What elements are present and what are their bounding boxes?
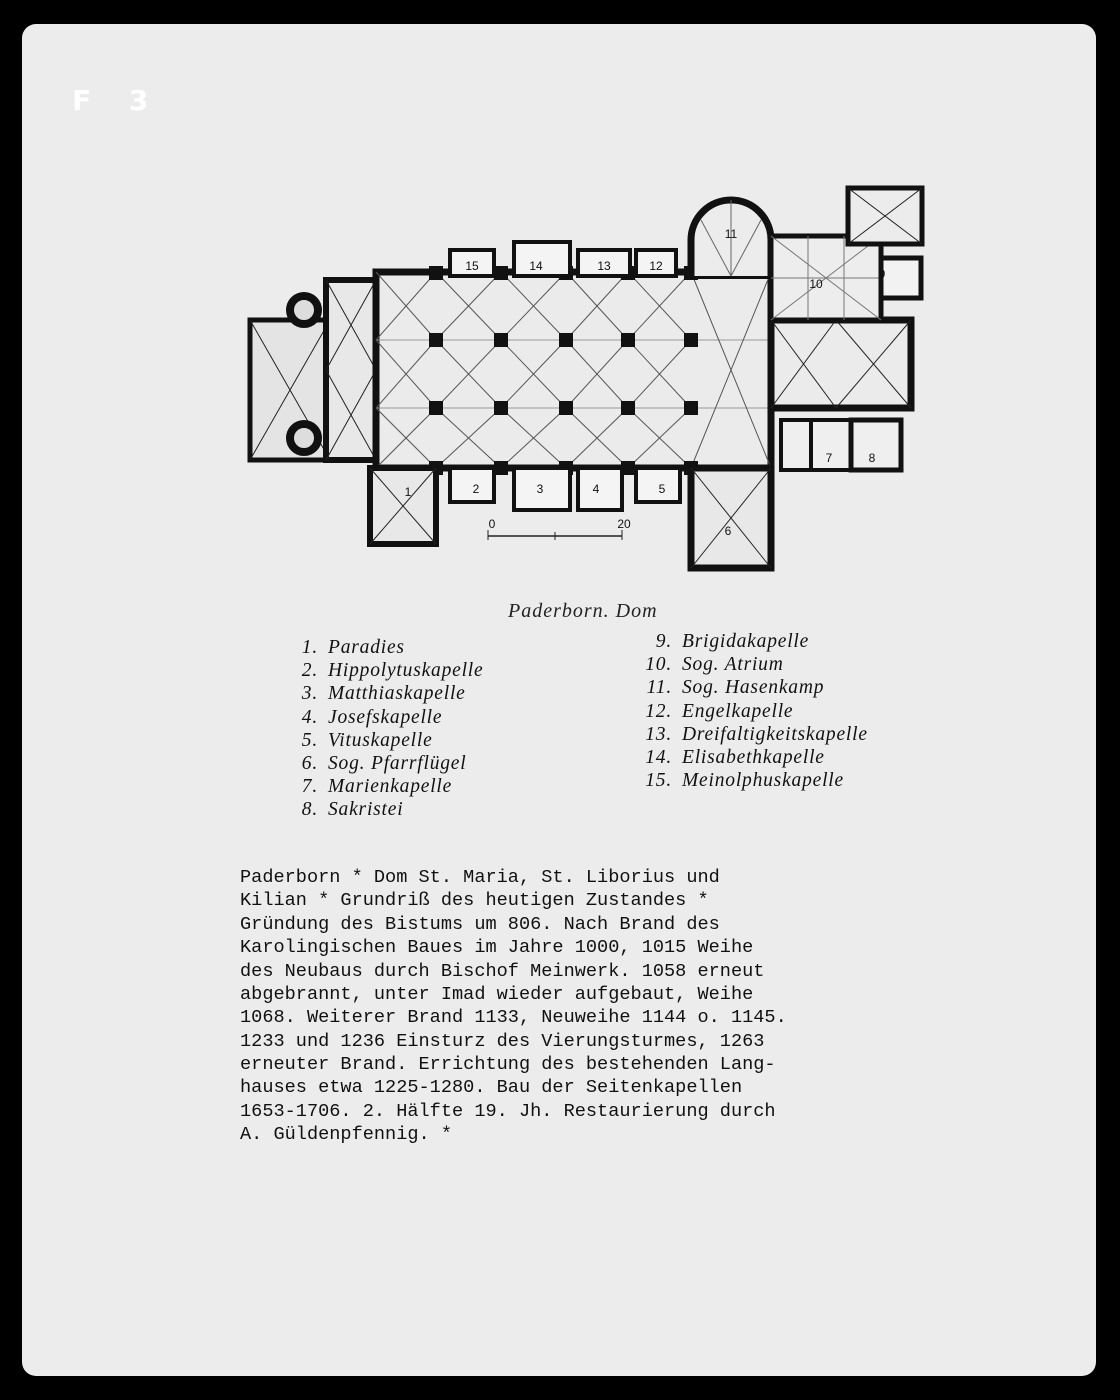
room-number-13: 13 bbox=[597, 259, 611, 273]
description-line: Paderborn * Dom St. Maria, St. Liborius und bbox=[240, 867, 720, 888]
legend-item bbox=[638, 653, 868, 676]
legend-item-number: 5. bbox=[301, 729, 318, 751]
scale-start-label: 0 bbox=[488, 517, 496, 531]
room-number-2: 2 bbox=[472, 482, 480, 496]
legend-item-label: Paradies bbox=[328, 637, 405, 658]
legend-item bbox=[638, 769, 868, 792]
legend-item-label: Brigidakapelle bbox=[682, 631, 810, 652]
legend-item-label: Sakristei bbox=[328, 799, 404, 821]
legend-item-label: Matthiaskapelle bbox=[328, 683, 466, 705]
description-line: des Neubaus durch Bischof Meinwerk. 1058 erneut bbox=[240, 960, 765, 982]
description-line: 1653-1706. 2. Hälfte 19. Jh. Restaurierung durch bbox=[240, 1100, 776, 1122]
legend-item-number: 15. bbox=[645, 770, 672, 792]
room-number-3: 3 bbox=[536, 482, 544, 496]
legend-item-label: Meinolphuskapelle bbox=[682, 770, 844, 792]
legend-item-number: 12. bbox=[645, 700, 672, 722]
legend-left bbox=[284, 636, 483, 822]
room-number-11: 11 bbox=[724, 227, 738, 241]
description-line: hauses etwa 1225-1280. Bau der Seitenkapellen bbox=[240, 1077, 743, 1099]
room-number-12: 12 bbox=[649, 259, 663, 273]
legend-item bbox=[284, 636, 483, 659]
legend-item-label: Sog. Pfarrflügel bbox=[328, 753, 467, 775]
legend-item-number: 1. bbox=[301, 637, 318, 658]
description-line: 1233 und 1236 Einsturz des Vierungsturmes, 1263 bbox=[240, 1030, 765, 1052]
description-line: erneuter Brand. Errichtung des bestehenden Lang- bbox=[240, 1054, 776, 1075]
legend-item bbox=[284, 752, 483, 775]
slide-label: F 3 bbox=[72, 84, 163, 117]
legend-item-number: 9. bbox=[655, 631, 672, 652]
legend-item-number: 2. bbox=[301, 660, 318, 682]
legend-item-label: Josefskapelle bbox=[328, 706, 443, 728]
legend-item-label: Dreifaltigkeitskapelle bbox=[682, 723, 868, 745]
legend-item-number: 11. bbox=[646, 677, 672, 699]
legend-item bbox=[284, 775, 483, 798]
legend-right bbox=[638, 630, 868, 792]
legend-item-number: 10. bbox=[645, 654, 672, 676]
legend-item-label: Engelkapelle bbox=[682, 700, 794, 722]
legend-item-label: Sog. Hasenkamp bbox=[682, 677, 825, 699]
legend-item-number: 13. bbox=[645, 723, 672, 745]
room-number-9: 9 bbox=[878, 267, 886, 281]
legend-item-number: 4. bbox=[301, 706, 318, 728]
description-block-2 bbox=[240, 1053, 920, 1147]
description-line: abgebrannt, unter Imad wieder aufgebaut, Weihe bbox=[240, 984, 754, 1006]
room-number-8: 8 bbox=[868, 451, 876, 465]
legend-item-number: 14. bbox=[645, 747, 672, 769]
description-block-1 bbox=[240, 866, 920, 1053]
legend-item-label: Elisabethkapelle bbox=[682, 747, 825, 769]
room-number-1: 1 bbox=[404, 485, 412, 499]
room-number-4: 4 bbox=[592, 482, 600, 496]
legend-item-number: 7. bbox=[301, 776, 318, 798]
legend-item bbox=[638, 630, 868, 653]
description-line: Gründung des Bistums um 806. Nach Brand des bbox=[240, 913, 720, 935]
description-line: Kilian * Grundriß des heutigen Zustandes * bbox=[240, 890, 709, 912]
legend-item-label: Marienkapelle bbox=[328, 776, 453, 798]
figure-caption: Paderborn. Dom bbox=[508, 600, 658, 622]
description-line: Karolingischen Baues im Jahre 1000, 1015 Weihe bbox=[240, 937, 754, 959]
legend-item bbox=[284, 659, 483, 682]
legend-item bbox=[638, 723, 868, 746]
room-number-6: 6 bbox=[724, 524, 732, 538]
legend-item-number: 3. bbox=[301, 683, 318, 705]
legend-item bbox=[638, 700, 868, 723]
legend-item-label: Sog. Atrium bbox=[682, 654, 784, 676]
legend-item-label: Hippolytuskapelle bbox=[328, 660, 484, 682]
legend-item-number: 8. bbox=[301, 799, 318, 821]
description-line: 1068. Weiterer Brand 1133, Neuweihe 1144 o. 1145. bbox=[240, 1007, 787, 1029]
room-number-14: 14 bbox=[529, 259, 543, 273]
legend-item bbox=[284, 706, 483, 729]
legend-item-label: Vituskapelle bbox=[328, 729, 433, 751]
description-line: A. Güldenpfennig. * bbox=[240, 1124, 453, 1146]
legend-item bbox=[638, 746, 868, 769]
legend-item bbox=[284, 798, 483, 821]
room-number-5: 5 bbox=[658, 482, 666, 496]
legend-item bbox=[638, 676, 868, 699]
legend-item-number: 6. bbox=[301, 753, 318, 775]
scale-end-label: 20 bbox=[617, 517, 631, 531]
legend-item bbox=[284, 682, 483, 705]
room-number-7: 7 bbox=[825, 451, 833, 465]
floor-plan bbox=[236, 180, 926, 580]
legend-item bbox=[284, 729, 483, 752]
room-number-15: 15 bbox=[465, 259, 479, 273]
room-number-10: 10 bbox=[809, 277, 823, 291]
